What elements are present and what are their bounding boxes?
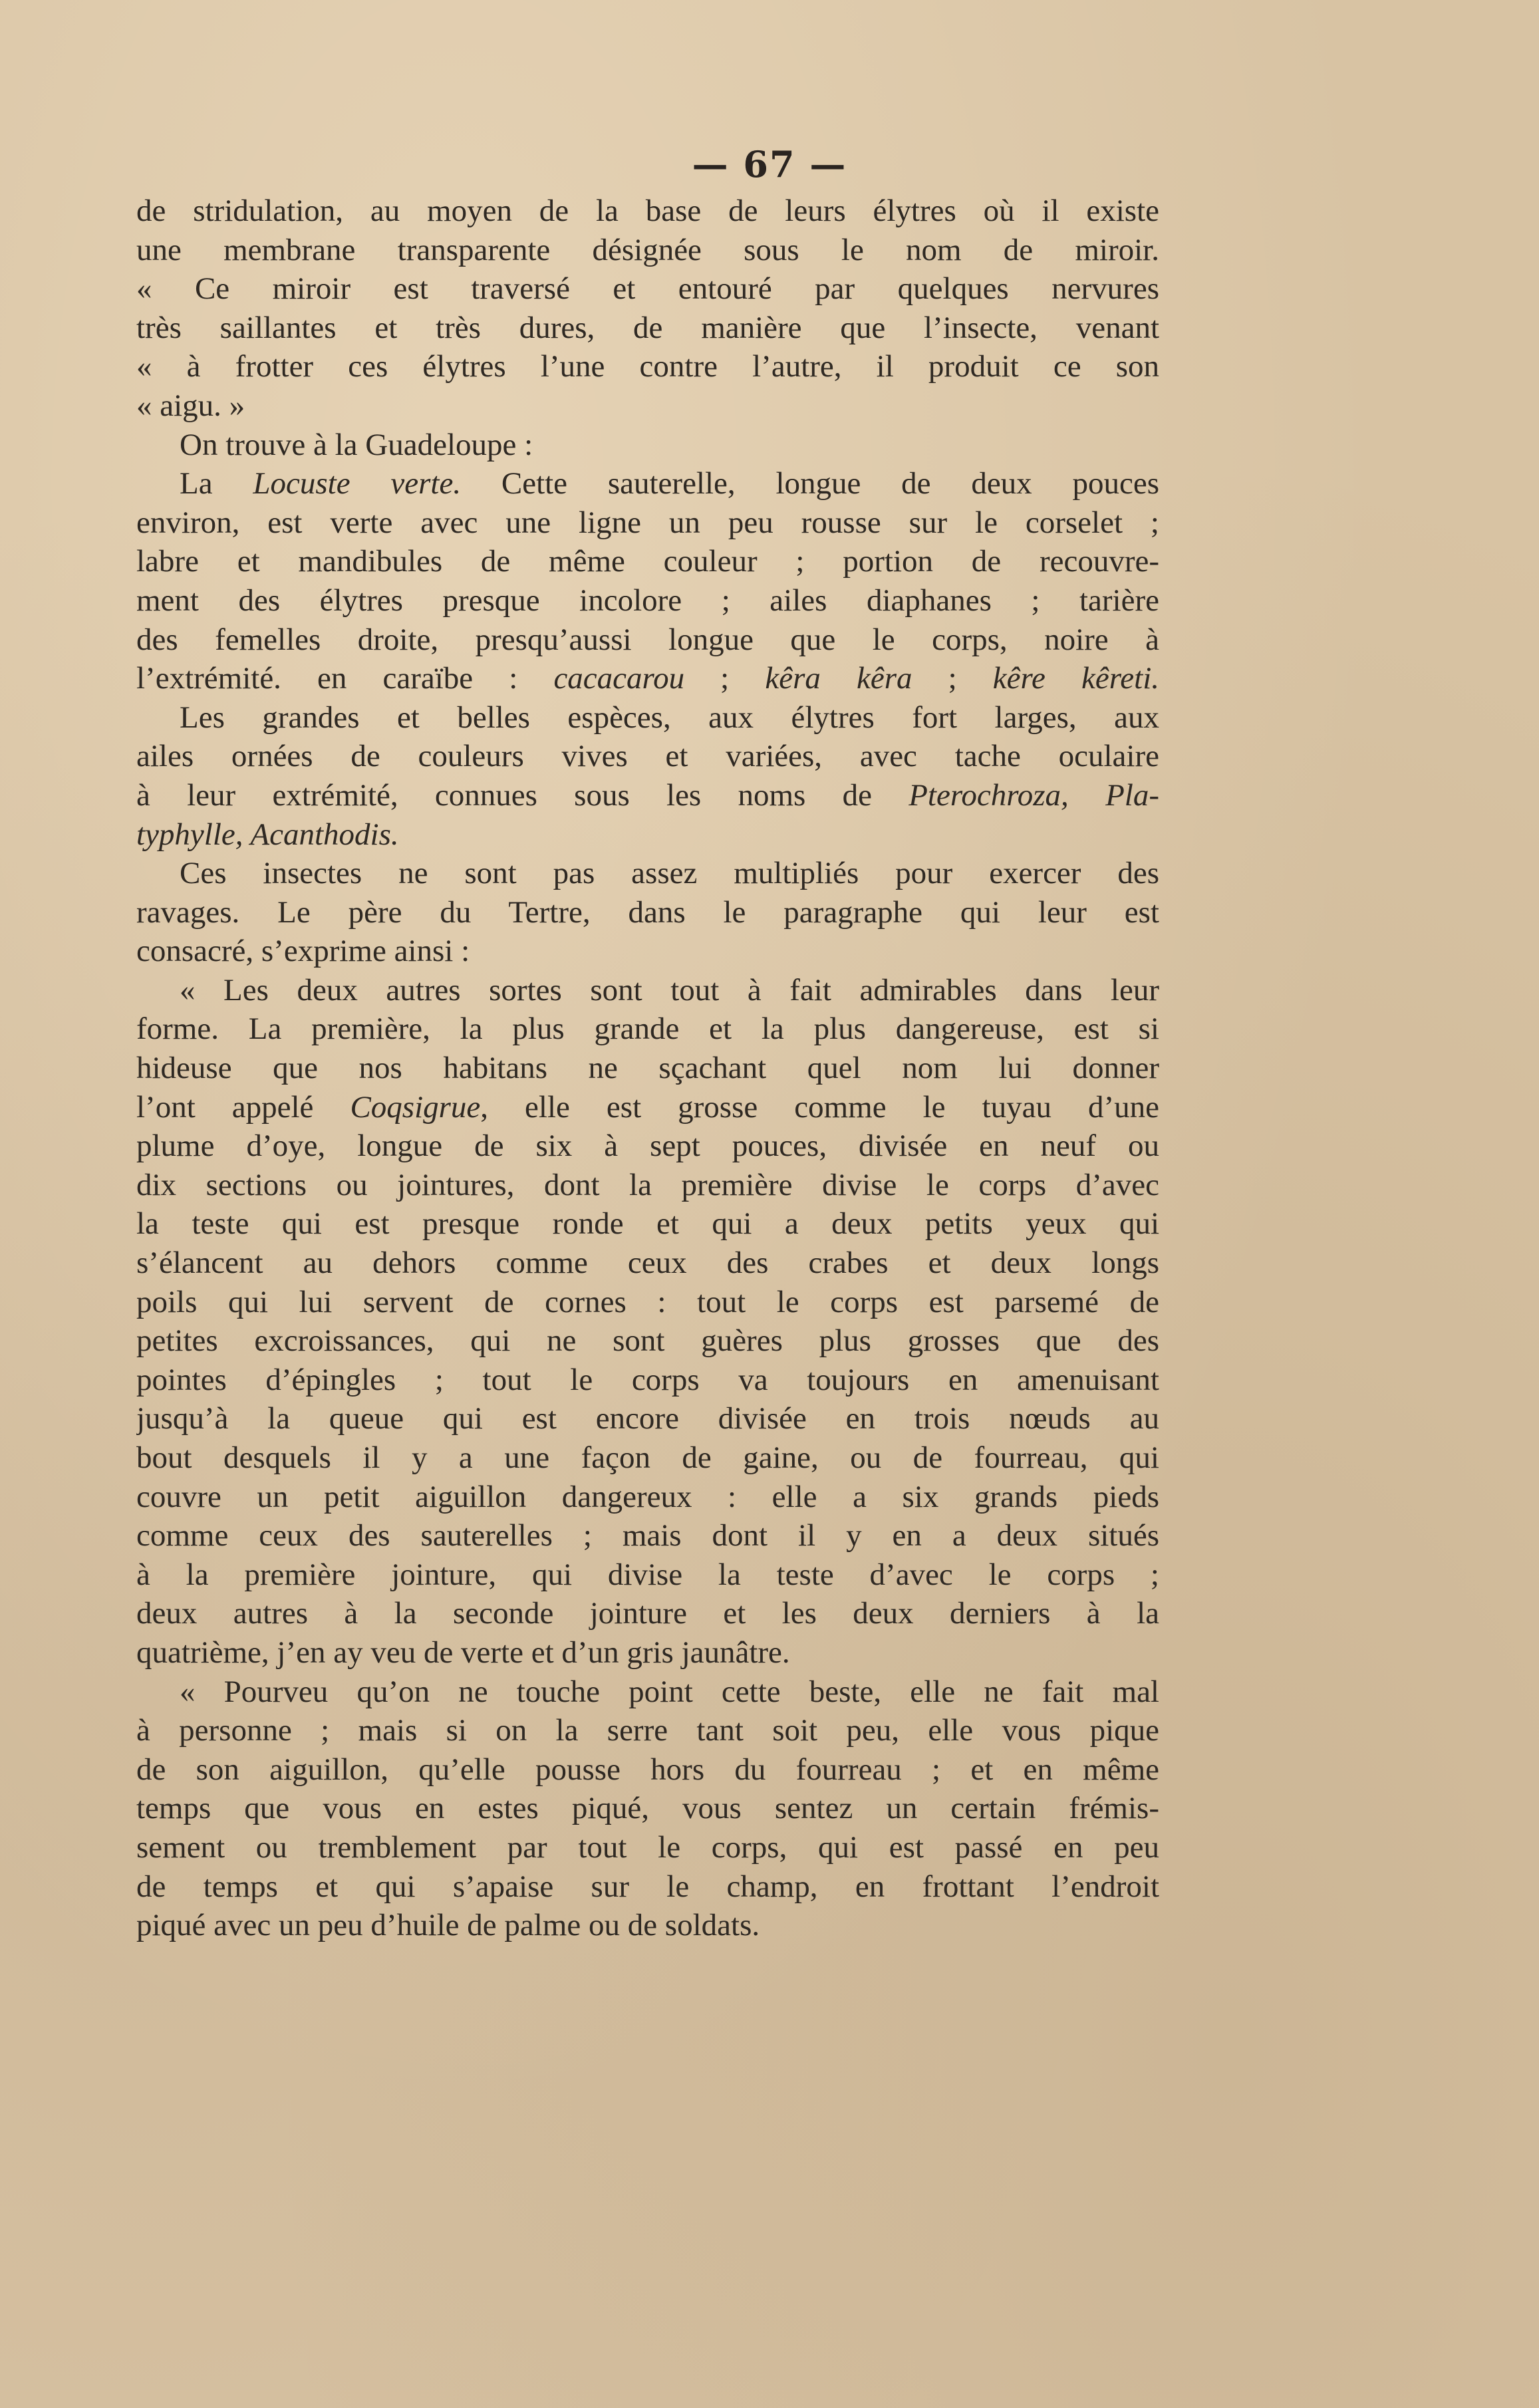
text-segment: piqué avec un peu d’huile de palme ou de soldats. — [136, 1908, 760, 1943]
text-segment: « à frotter ces élytres l’une contre l’autre, il produit ce son — [136, 349, 1159, 384]
text-line — [136, 1166, 1159, 1205]
text-line — [136, 581, 1159, 620]
text-segment: à leur extrémité, connues sous les noms de — [136, 777, 909, 813]
text-segment: Ces insectes ne sont pas assez multipliés pour exercer des — [180, 856, 1159, 891]
text-segment: l’extrémité. en caraïbe : — [136, 661, 554, 696]
text-line — [136, 1555, 1159, 1595]
text-line — [136, 1594, 1159, 1633]
text-segment: s’élancent au dehors comme ceux des crabes et deux longs — [136, 1246, 1159, 1281]
text-segment: consacré, s’exprime ainsi : — [136, 934, 470, 969]
text-segment: plume d’oye, longue de six à sept pouces, divisée en neuf ou — [136, 1129, 1159, 1164]
text-line — [136, 815, 1159, 855]
text-segment: comme ceux des sauterelles ; mais dont il y en a deux situés — [136, 1518, 1159, 1553]
text-segment: labre et mandibules de même couleur ; portion de recouvre- — [136, 544, 1159, 579]
text-segment: forme. La première, la plus grande et la plus dangereuse, est si — [136, 1011, 1159, 1047]
text-segment: à la première jointure, qui divise la teste d’avec le corps ; — [136, 1557, 1159, 1592]
text-segment: pointes d’épingles ; tout le corps va toujours en amenuisant — [136, 1362, 1159, 1397]
text-segment: bout desquels il y a une façon de gaine, ou de fourreau, qui — [136, 1440, 1159, 1475]
text-segment: deux autres à la seconde jointure et les deux derniers à la — [136, 1596, 1159, 1631]
text-line — [136, 1321, 1159, 1361]
text-line — [136, 1672, 1159, 1712]
text-segment: « Ce miroir est traversé et entouré par quelques nervures — [136, 271, 1159, 307]
text-line — [136, 1399, 1159, 1438]
italic-term: kêre kêreti. — [992, 661, 1159, 696]
text-segment: La — [180, 466, 253, 501]
text-line — [136, 971, 1159, 1010]
text-segment: « Les deux autres sortes sont tout à fait admirables dans leur — [180, 972, 1159, 1007]
text-line — [136, 1438, 1159, 1478]
text-line — [136, 1478, 1159, 1517]
text-line — [136, 1127, 1159, 1166]
text-line — [136, 1204, 1159, 1244]
text-segment: très saillantes et très dures, de manière que l’insecte, venant — [136, 310, 1159, 345]
text-line — [136, 231, 1159, 270]
text-line — [136, 698, 1159, 737]
text-line — [136, 269, 1159, 309]
body-text — [136, 192, 1159, 1945]
text-line — [136, 932, 1159, 971]
italic-term: cacacarou — [553, 661, 685, 696]
text-segment: une membrane transparente désignée sous le nom de miroir. — [136, 232, 1159, 267]
text-line — [136, 192, 1159, 231]
text-segment: poils qui lui servent de cornes : tout le corps est parsemé de — [136, 1284, 1159, 1319]
text-line — [136, 1244, 1159, 1283]
text-line — [136, 1516, 1159, 1555]
text-segment: quatrième, j’en ay veu de verte et d’un gris jaunâtre. — [136, 1635, 790, 1670]
text-line — [136, 620, 1159, 660]
text-segment: ailes ornées de couleurs vives et variées, avec tache oculaire — [136, 739, 1159, 774]
text-line — [136, 776, 1159, 815]
text-segment: de stridulation, au moyen de la base de leurs élytres où il existe — [136, 194, 1159, 228]
text-line — [136, 1750, 1159, 1790]
text-line — [136, 347, 1159, 386]
text-line — [136, 1361, 1159, 1400]
text-segment: de son aiguillon, qu’elle pousse hors du fourreau ; et en même — [136, 1752, 1159, 1787]
text-segment: couvre un petit aiguillon dangereux : elle a six grands pieds — [136, 1479, 1159, 1514]
page-number: — 67 — — [692, 143, 847, 186]
text-segment: hideuse que nos habitans ne sçachant quel nom lui donner — [136, 1051, 1159, 1086]
text-segment: de temps et qui s’apaise sur le champ, en frottant l’endroit — [136, 1869, 1159, 1904]
text-segment: la teste qui est presque ronde et qui a deux petits yeux qui — [136, 1206, 1159, 1242]
text-line — [136, 1633, 1159, 1672]
text-segment: ravages. Le père du Tertre, dans le paragraphe qui leur est — [136, 894, 1159, 930]
italic-term: Pterochroza, Pla- — [909, 777, 1159, 813]
text-segment: l’ont appelé — [136, 1089, 350, 1125]
text-line — [136, 1088, 1159, 1127]
text-segment: « Pourveu qu’on ne touche point cette beste, elle ne fait mal — [180, 1674, 1159, 1709]
text-line — [136, 854, 1159, 893]
text-segment: ment des élytres presque incolore ; ailes diaphanes ; tarière — [136, 583, 1159, 618]
text-segment: On trouve à la Guadeloupe : — [180, 427, 533, 462]
text-line — [136, 1283, 1159, 1322]
text-line — [136, 503, 1159, 543]
text-line — [136, 426, 1159, 465]
text-segment: « aigu. » — [136, 388, 245, 423]
text-line — [136, 464, 1159, 503]
italic-term: Coqsigrue — [350, 1089, 481, 1125]
text-line — [136, 1711, 1159, 1750]
text-line — [136, 1789, 1159, 1828]
text-segment: ; — [912, 661, 993, 696]
text-line — [136, 737, 1159, 776]
text-line — [136, 1009, 1159, 1049]
text-segment: Cette sauterelle, longue de deux pouces — [461, 466, 1159, 501]
text-line — [136, 1867, 1159, 1907]
italic-term: Locuste verte. — [253, 466, 462, 501]
text-segment: Les grandes et belles espèces, aux élytres fort larges, aux — [180, 700, 1159, 735]
text-line — [136, 309, 1159, 348]
text-segment: jusqu’à la queue qui est encore divisée en trois nœuds au — [136, 1401, 1159, 1436]
text-line — [136, 1906, 1159, 1945]
text-segment: petites excroissances, qui ne sont guères plus grosses que des — [136, 1323, 1159, 1359]
text-segment: dix sections ou jointures, dont la première divise le corps d’avec — [136, 1167, 1159, 1202]
italic-term: typhylle, Acanthodis. — [136, 817, 399, 852]
text-segment: ; — [684, 661, 766, 696]
text-line — [136, 659, 1159, 698]
text-line — [136, 1049, 1159, 1088]
text-segment: temps que vous en estes piqué, vous sentez un certain frémis- — [136, 1791, 1159, 1826]
text-segment: environ, est verte avec une ligne un peu rousse sur le corselet ; — [136, 505, 1159, 540]
text-segment: sement ou tremblement par tout le corps, qui est passé en peu — [136, 1829, 1159, 1865]
text-line — [136, 1828, 1159, 1867]
text-line — [136, 542, 1159, 581]
italic-term: kêra kêra — [765, 661, 912, 696]
text-segment: à personne ; mais si on la serre tant soit peu, elle vous pique — [136, 1713, 1159, 1748]
text-line — [136, 893, 1159, 932]
text-segment: , elle est grosse comme le tuyau d’une — [480, 1089, 1159, 1125]
text-line — [136, 386, 1159, 426]
text-segment: des femelles droite, presqu’aussi longue que le corps, noire à — [136, 622, 1159, 657]
